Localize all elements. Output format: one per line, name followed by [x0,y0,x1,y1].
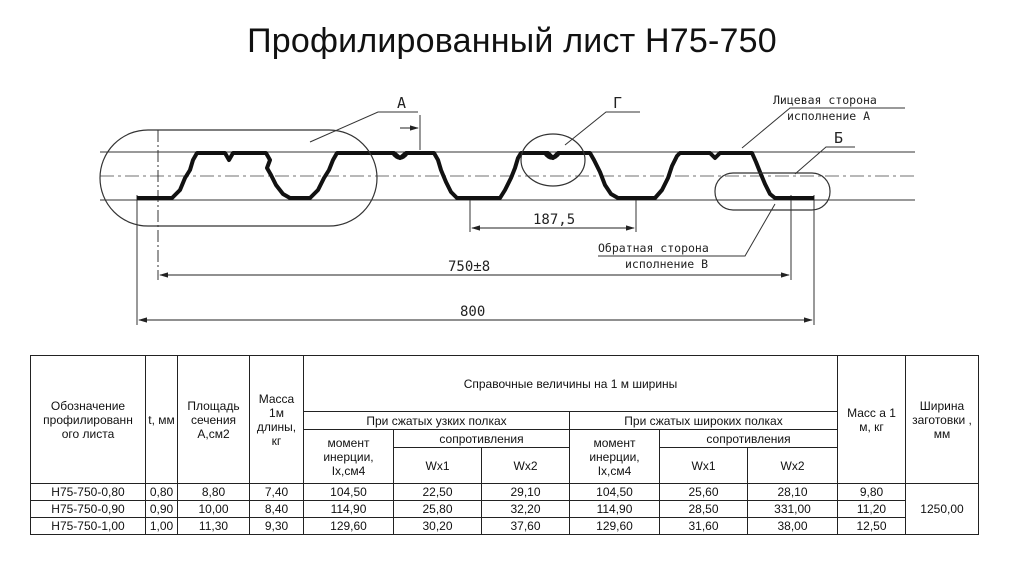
leader-b [795,147,855,174]
header-narrow-wx2: Wx2 [482,448,570,484]
callout-b-outline [715,173,830,210]
header-narrow: При сжатых узких полках [304,412,570,430]
cell-narrow-wx2: 37,60 [482,518,570,535]
cell-mass: 8,40 [250,501,304,518]
header-wide-wx2: Wx2 [748,448,838,484]
header-designation: Обозначение профилированн ого листа [31,356,146,484]
cell-wide-ix: 129,60 [570,518,660,535]
table-row [31,484,979,501]
label-face-side-2: исполнение А [787,109,871,123]
cell-narrow-wx2: 32,20 [482,501,570,518]
leader-a [310,112,418,142]
cell-wide-wx2: 38,00 [748,518,838,535]
cell-area: 8,80 [178,484,250,501]
callout-a-outline [100,130,377,226]
cell-mass: 7,40 [250,484,304,501]
dim-text-750: 750±8 [448,259,491,275]
sheet-profile [137,153,814,198]
label-back-side-1: Обратная сторона [598,241,709,255]
cell-wide-ix: 114,90 [570,501,660,518]
cell-blank-width: 1250,00 [906,484,979,535]
page-title: Профилированный лист Н75-750 [247,22,777,60]
label-b: Б [834,129,844,147]
cell-designation: Н75-750-0,90 [31,501,146,518]
header-narrow-wx1: Wx1 [394,448,482,484]
label-g: Г [613,94,623,112]
cell-t: 1,00 [146,518,178,535]
header-narrow-moment: момент инерции, Ix,см4 [304,430,394,484]
header-narrow-resistance: сопротивления [394,430,570,448]
header-wide-resistance: сопротивления [660,430,838,448]
cell-t: 0,90 [146,501,178,518]
table-row [31,501,979,518]
cell-wide-wx1: 25,60 [660,484,748,501]
cell-wide-wx2: 28,10 [748,484,838,501]
cell-narrow-wx2: 29,10 [482,484,570,501]
cell-narrow-ix: 114,90 [304,501,394,518]
header-wide: При сжатых широких полках [570,412,838,430]
header-mass-1m2: Масс а 1 м, кг [838,356,906,484]
cell-narrow-wx1: 22,50 [394,484,482,501]
cell-mass-m2: 9,80 [838,484,906,501]
header-blank-width: Ширина заготовки , мм [906,356,979,484]
header-reference: Справочные величины на 1 м ширины [304,356,838,412]
label-back-side-2: исполнение В [625,257,709,271]
cell-wide-ix: 104,50 [570,484,660,501]
cell-area: 10,00 [178,501,250,518]
cell-mass: 9,30 [250,518,304,535]
label-face-side-1: Лицевая сторона [773,93,877,107]
cell-narrow-ix: 104,50 [304,484,394,501]
cell-mass-m2: 11,20 [838,501,906,518]
header-wide-wx1: Wx1 [660,448,748,484]
cell-narrow-wx1: 30,20 [394,518,482,535]
cell-designation: Н75-750-1,00 [31,518,146,535]
cell-wide-wx2: 331,00 [748,501,838,518]
header-area: Площадь сечения А,см2 [178,356,250,484]
label-a: А [397,94,407,112]
header-wide-moment: момент инерции, Ix,см4 [570,430,660,484]
cell-t: 0,80 [146,484,178,501]
header-mass-1m-length: Масса 1м длины, кг [250,356,304,484]
table-row [31,518,979,535]
dim-text-800: 800 [460,304,486,320]
cell-narrow-wx1: 25,80 [394,501,482,518]
cell-mass-m2: 12,50 [838,518,906,535]
cell-area: 11,30 [178,518,250,535]
spec-table [30,355,979,535]
leader-g [565,112,640,145]
cell-wide-wx1: 31,60 [660,518,748,535]
cell-narrow-ix: 129,60 [304,518,394,535]
header-t: t, мм [146,356,178,484]
cell-wide-wx1: 28,50 [660,501,748,518]
cell-designation: Н75-750-0,80 [31,484,146,501]
dim-text-pitch: 187,5 [533,212,576,228]
